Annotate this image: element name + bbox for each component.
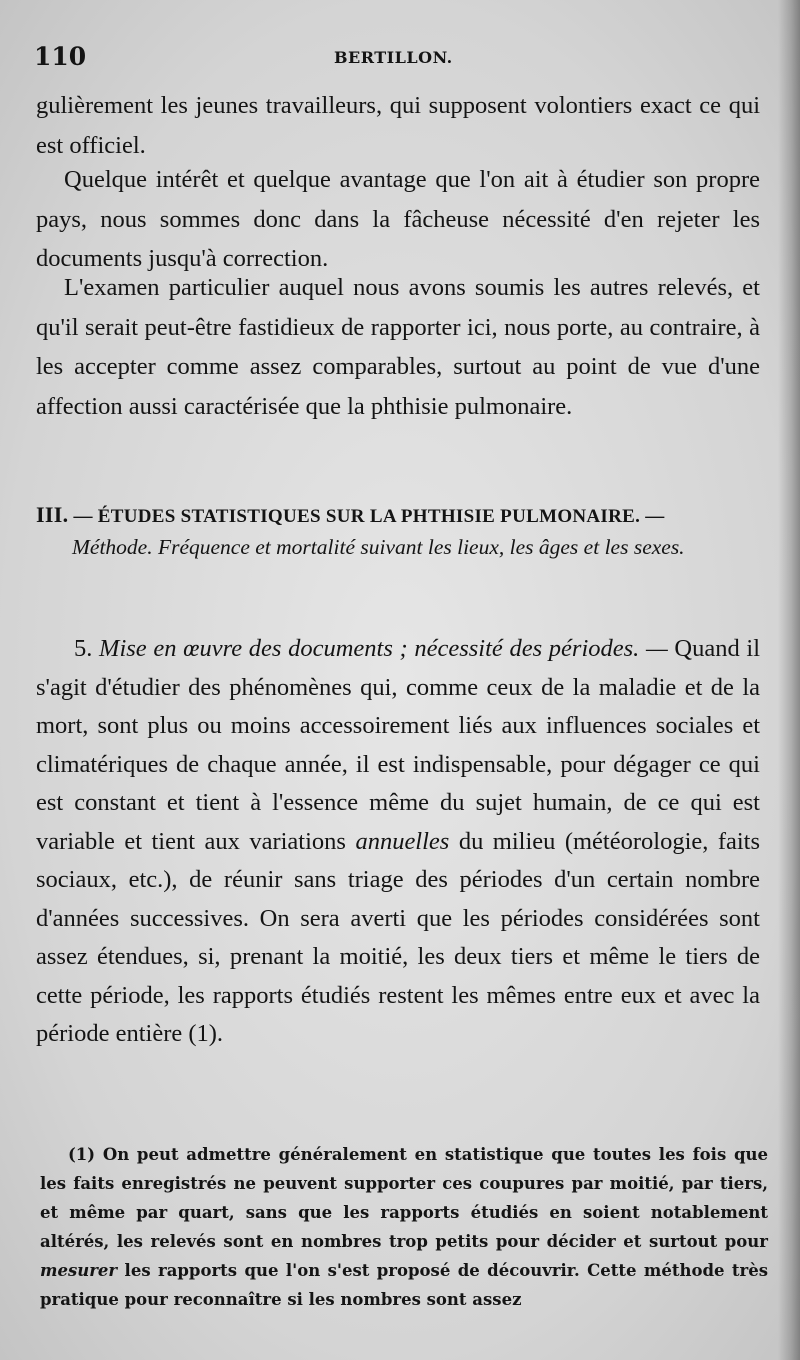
section-title-line <box>36 500 760 532</box>
paragraph-quelque <box>36 160 760 279</box>
section-subtitle: Méthode. Fréquence et mortalité suivant les lieux, les âges et les sexes. <box>72 535 685 559</box>
paragraph-text: gulièrement les jeunes travailleurs, qui supposent volontiers exact ce qui est officiel. <box>36 92 760 159</box>
paragraph-examen <box>36 268 760 426</box>
footnote-text <box>40 1140 768 1314</box>
paragraph-text: L'examen particulier auquel nous avons soumis les autres relevés, et qu'il serait peut-être fastidieux de rapporter ici, nous porte, au contraire, à les accepter comme assez comparables, surtout au point de vue d'une affection aussi caractérisée que la phthisie pulmonaire. <box>36 274 760 420</box>
section-heading <box>36 500 760 563</box>
paragraph-text-b: du milieu (météorologie, faits sociaux, etc.), de réunir sans triage des périodes d'un certain nombre d'années successives. On sera averti que les périodes considérées sont assez étendues, si, prenant la moitié, les deux tiers et même le tiers de cette période, les rapports étudiés restent les mêmes entre eux et avec la période entière (1). <box>36 827 761 1047</box>
paragraph-5 <box>36 630 760 1054</box>
footnote-text-a: (1) On peut admettre généralement en statistique que toutes les fois que les faits enregistrés ne peuvent supporter ces coupures par moitié, par tiers, et même par quart, sans que les rapports étudiés en soient notablement altérés, les relevés sont en nombres trop petits pour décider et surtout pour <box>40 1145 768 1251</box>
paragraph-italic-word: annuelles <box>355 827 450 855</box>
footnote-text-b: les rapports que l'on s'est proposé de découvrir. Cette méthode très pratique pour reconnaître si les nombres sont assez <box>40 1261 768 1309</box>
paragraph-number: 5. <box>74 635 93 662</box>
section-numeral: III. <box>36 502 69 527</box>
footnote-italic-word: mesurer <box>40 1261 118 1280</box>
running-head: BERTILLON. <box>334 48 453 67</box>
paragraph-continuation <box>36 86 760 165</box>
page-number: 110 <box>34 42 87 71</box>
paragraph-text-a: Quand il s'agit d'étudier des phénomènes qui, comme ceux de la maladie et de la mort, sont plus ou moins accessoirement liés aux influences sociales et climatériques de chaque année, il est indispensable, pour dégager ce qui est constant et tient à l'essence même du sujet humain, de ce qui est variable et tient aux variations <box>36 635 761 855</box>
section-title: — ÉTUDES STATISTIQUES SUR LA PHTHISIE PULMONAIRE. — <box>73 506 665 527</box>
paragraph-lead: Mise en œuvre des documents ; nécessité des périodes. — <box>99 635 668 662</box>
page-edge-shadow <box>778 0 800 1360</box>
page-header <box>34 42 760 76</box>
footnote <box>40 1140 768 1314</box>
paragraph-text: Quelque intérêt et quelque avantage que l'on ait à étudier son propre pays, nous sommes donc dans la fâcheuse nécessité d'en rejeter les documents jusqu'à correction. <box>36 166 760 272</box>
